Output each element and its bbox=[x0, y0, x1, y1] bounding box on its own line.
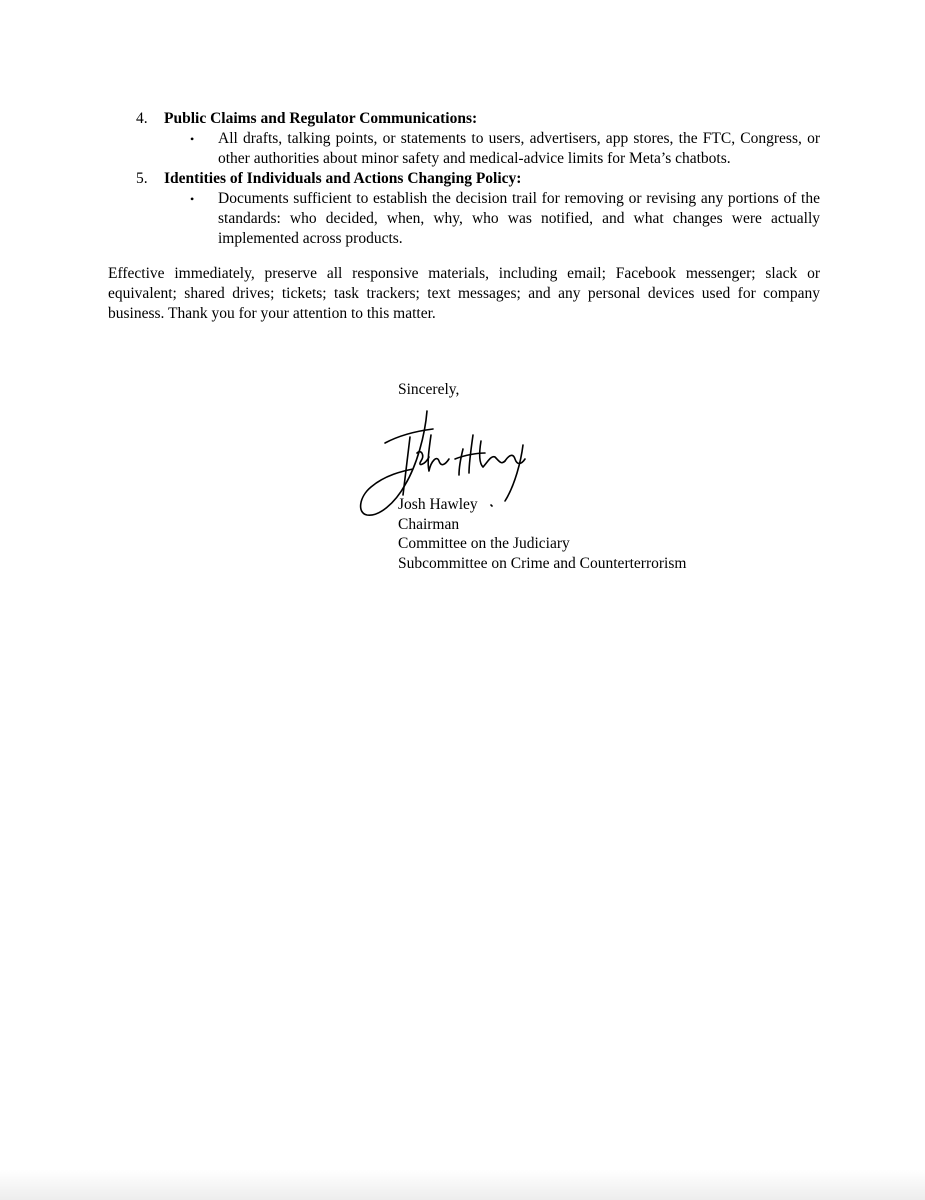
request-list bbox=[108, 109, 820, 249]
preservation-paragraph: Effective immediately, preserve all responsive materials, including email; Facebook messenger; slack or equivalent; shared drives; tickets; task trackers; text messages; and any personal devices used for company business. Thank you for your attention to this matter. bbox=[108, 265, 820, 322]
item-number: 5. bbox=[136, 170, 148, 187]
bullet-text: Documents sufficient to establish the decision trail for removing or revising any portions of the standards: who decided, when, why, who was notified, and what changes were actually implemented across products. bbox=[218, 190, 820, 247]
signer-committee: Committee on the Judiciary bbox=[398, 535, 570, 552]
item-number: 4. bbox=[136, 110, 148, 127]
item-title: Public Claims and Regulator Communications: bbox=[164, 110, 478, 127]
bullet-row bbox=[190, 129, 820, 169]
signer-name: Josh Hawley bbox=[398, 496, 478, 513]
bullet-icon: • bbox=[190, 192, 195, 206]
salutation: Sincerely, bbox=[398, 381, 460, 398]
bullet-row bbox=[190, 189, 820, 249]
signer-title: Chairman bbox=[398, 515, 460, 533]
item-title: Identities of Individuals and Actions Changing Policy: bbox=[164, 170, 522, 187]
list-item bbox=[108, 109, 820, 169]
list-item bbox=[108, 169, 820, 249]
signer-subcommittee: Subcommittee on Crime and Counterterrorism bbox=[398, 554, 687, 572]
page-bottom-shadow bbox=[0, 1170, 925, 1200]
bullet-icon: • bbox=[190, 132, 195, 146]
bullet-text: All drafts, talking points, or statements to users, advertisers, app stores, the FTC, Congress, or other authorities about minor safety and medical-advice limits for Meta’s chatbots. bbox=[218, 130, 820, 167]
signature-block bbox=[398, 495, 686, 573]
